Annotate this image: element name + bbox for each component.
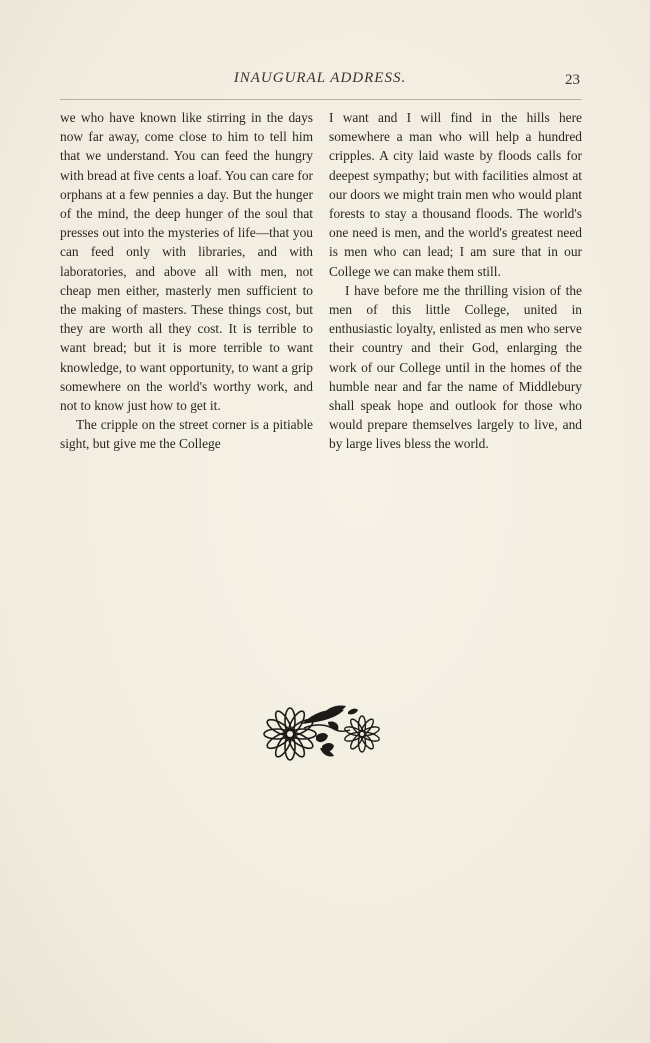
paragraph: we who have known like stirring in the days now far away, come close to him to tell him that we understand. You can feed the hungry with bread at five cents a loaf. You can care for orphans at a few pennies a day. But the hunger of the mind, the deep hunger of the soul that presses out into the mysteries of life—that you can feed only with libraries, and with laboratories, and above all with men, not cheap men either, masterly men sufficient to the making of masters. These things cost, but they are worth all they cost. It is terrible to want bread; but it is more terrible to want knowledge, to want opportunity, to want a grip somewhere on the world's worthy work, and not to know just how to get it.	[60, 110, 313, 414]
page-number: 23	[565, 72, 580, 88]
paragraph: The cripple on the street corner is a pitiable sight, but give me the College	[60, 417, 313, 452]
header-rule	[60, 99, 582, 100]
floral-daisy-ornament-icon	[262, 702, 384, 762]
paragraph: I want and I will find in the hills here somewhere a man who will help a hundred cripples. A city laid waste by floods calls for deepest sympathy; but with facilities almost at our doors we might train men who would plant forests to stay a thousand floods. The world's one need is men, and the world's greatest need is men who can lead; I am sure that in our College we can make them still.	[329, 110, 582, 279]
left-column	[60, 108, 313, 454]
right-column	[329, 108, 582, 454]
page-header	[60, 70, 580, 94]
paragraph: I have before me the thrilling vision of the men of this little College, united in enthusiastic loyalty, enlisted as men who serve their country and their God, enlarging the work of our College until in the homes of the humble near and far the name of Middlebury shall speak hope and outlook for those who would prepare themselves largely to live, and by large lives bless the world.	[329, 282, 582, 452]
running-head: INAUGURAL ADDRESS.	[233, 70, 407, 86]
